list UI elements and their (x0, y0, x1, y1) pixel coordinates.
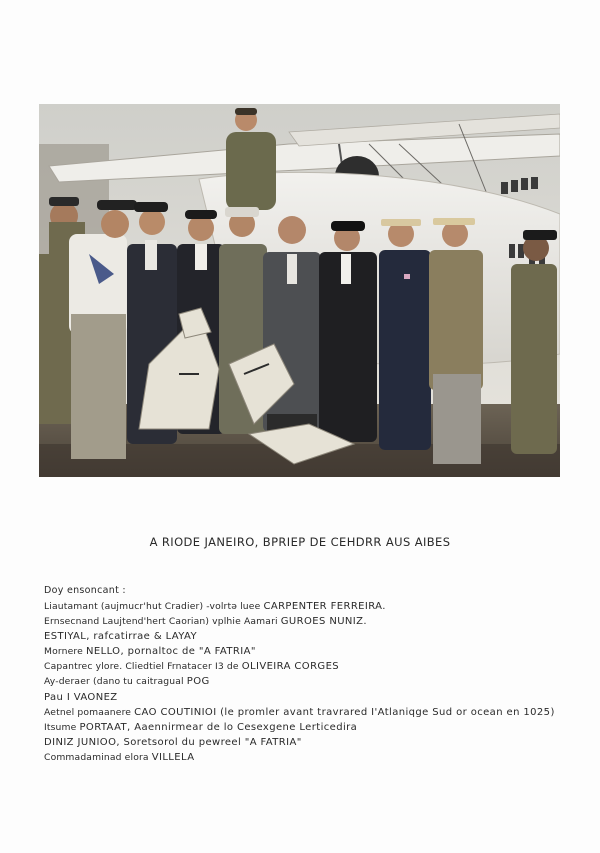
intro-line: Doy ensoncant : (44, 585, 126, 596)
list-item: ESTIYAL, rafcatirrae & LAYAY (44, 631, 197, 643)
people-list (44, 599, 584, 765)
list-item: Capantrec ylore. Cliedtiel Frnatacer I3 de OLIVEIRA CORGES (44, 661, 340, 673)
list-item: Itsume PORTAAT, Aaennirmear de lo Cesexgene Lerticedira (44, 721, 358, 733)
list-item: Aetnel pomaanere CAO COUTINIOI (le promler avant travrared I'Atlaniqge Sud or ocean en 1025) (44, 706, 555, 718)
list-item: Pau I VAONEZ (44, 691, 118, 703)
list-item: Ernsecnand Laujtend'hert Caorian) vplhie Aamari GUROES NUNIZ. (44, 616, 367, 628)
list-item: Liautamant (aujmucr'hut Cradier) -volrtə luee CARPENTER FERREIRA. (44, 601, 386, 612)
list-item: DINIZ JUNIOO, Soretsorol du pewreel "A FATRIA" (44, 736, 302, 748)
photo-caption: A RIODE JANEIRO, BPRIEP DE CEHDRR AUS AIBES (149, 535, 451, 549)
list-item: Commadaminad elora VILLELA (44, 751, 195, 763)
list-item: Ay-deraer (dano tu caitragual POG (44, 676, 210, 688)
list-item: Mornere NELLO, pornaltoc de "A FATRIA" (44, 646, 256, 658)
group-photograph (39, 104, 560, 477)
